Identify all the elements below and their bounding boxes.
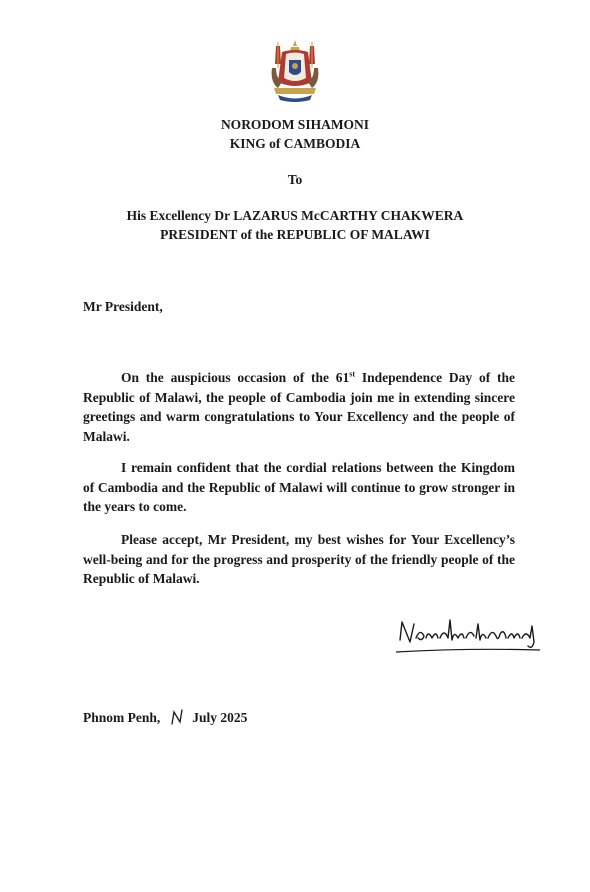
body-paragraph-2: I remain confident that the cordial relations between the Kingdom of Cambodia and the Republic of Malawi will continue to grow stronger in the years to come. [83,460,515,514]
salutation: Mr President, [83,299,163,314]
place: Phnom Penh, [83,710,161,725]
date: July 2025 [192,710,248,725]
royal-arms-emblem-icon [264,38,326,104]
body-paragraph-1 [83,368,515,446]
body-paragraph-3: Please accept, Mr President, my best wishes for Your Excellency’s well-being and for the progress and prosperity of the friendly people of the Republic of Malawi. [83,532,515,586]
place-and-date [83,708,247,726]
paragraph-1-rest: Independence Day of the Republic of Malawi, the people of Cambodia join me in extending sincere greetings and warm congratulations to Your Excellency and the people of Malawi. [83,370,515,444]
paragraph-1-start: On the auspicious occasion of the 61 [121,370,350,385]
to-label: To [287,172,303,187]
sender-name: NORODOM SIHAMONI [220,117,370,132]
sender-title: KING of CAMBODIA [229,136,361,151]
recipient-name: His Excellency Dr LAZARUS McCARTHY CHAKWERA [126,208,464,223]
ordinal-suffix: st [349,369,356,379]
recipient-title: PRESIDENT of the REPUBLIC OF MALAWI [160,227,430,242]
handwritten-day-icon [170,708,184,726]
signature-icon [392,612,544,660]
